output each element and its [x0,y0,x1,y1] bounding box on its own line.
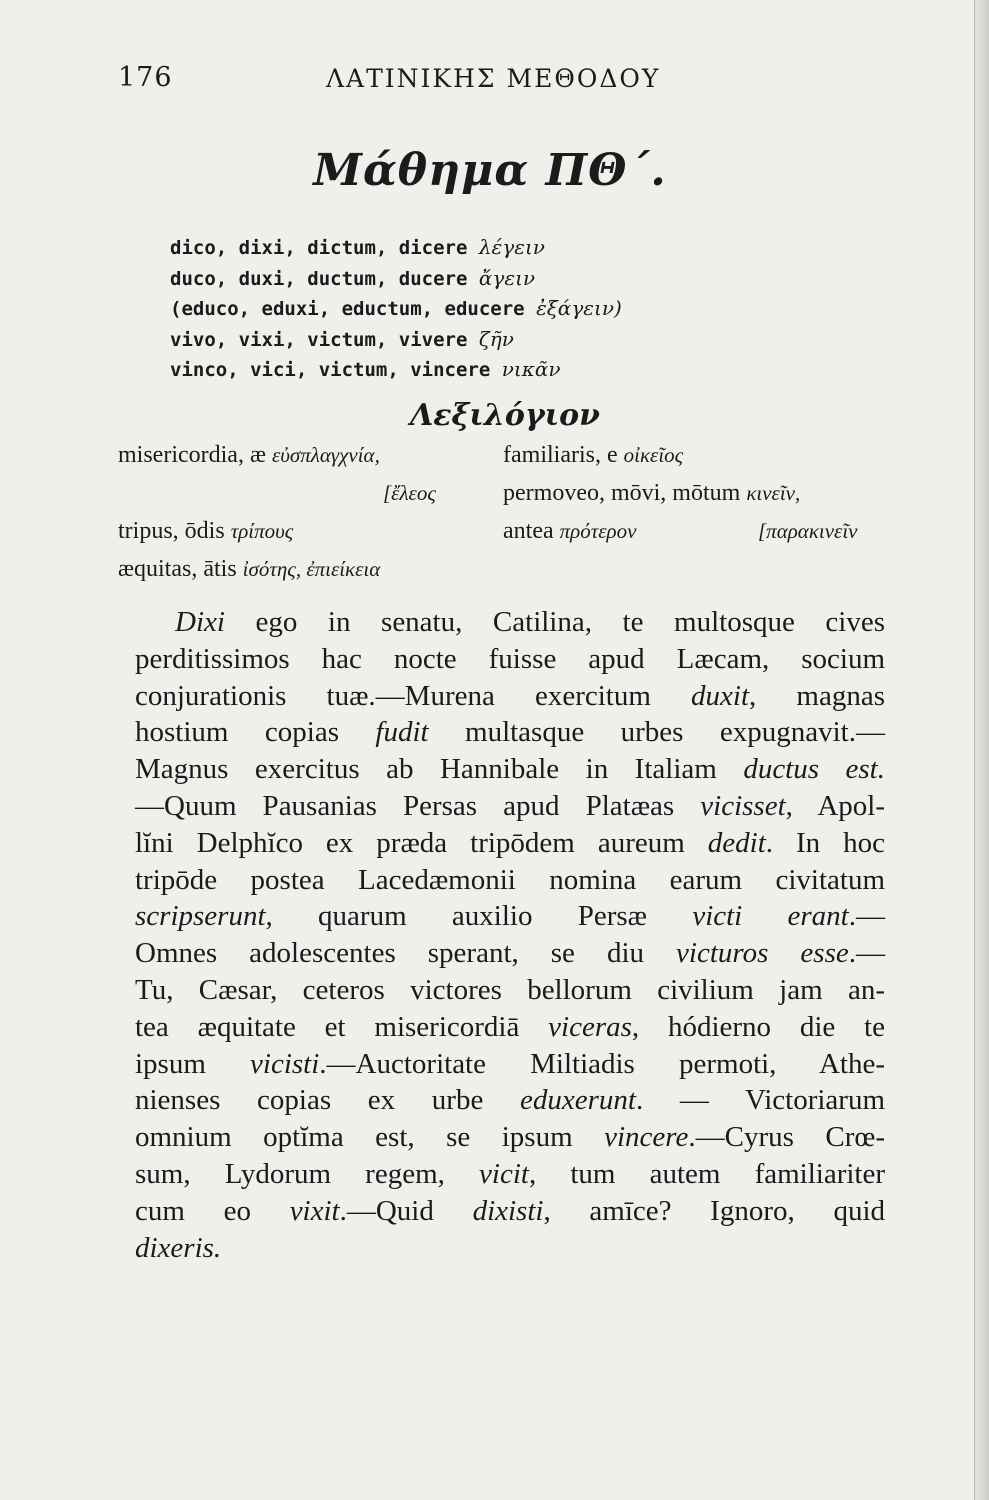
text-line [135,788,885,825]
verb-greek: ἐξάγειν) [536,296,622,320]
vocab-greek: πρότερον [559,519,637,543]
italic-verb-form: vincere [604,1121,689,1154]
vocab-latin: misericordia, æ [118,442,266,468]
text-run: .—Auctoritate Miltiadis permoti, Athe- [319,1047,885,1080]
vocab-latin: permoveo, mōvi, mōtum [503,480,741,506]
text-line [135,641,885,678]
italic-verb-form: vicit [479,1157,529,1190]
vocab-entry [118,442,380,469]
vocab-greek: [ἔλεος [383,481,436,505]
verb-line [170,263,810,294]
text-run: —Quum Pausanias Persas apud Platæas [135,789,701,822]
italic-verb-form: ductus est. [743,753,885,786]
lesson-title: Μάθημα ΠΘ΄. [313,145,667,196]
text-line [135,862,885,899]
text-run: , amīce? Ignoro, quid [543,1194,885,1227]
italic-verb-form: vicisset [700,789,786,822]
vocab-latin: familiaris, e [503,442,618,468]
verb-latin: vinco, vici, victum, vincere [170,359,491,381]
text-run: , hódierno die te [631,1010,885,1043]
verb-greek: λέγειν [478,235,545,259]
italic-verb-form: duxit [691,679,750,712]
vocab-entry [758,518,857,545]
text-line [135,1082,885,1119]
vocab-greek: τρίπους [230,519,294,543]
italic-verb-form: scripserunt [135,900,266,933]
verb-latin: dico, dixi, dictum, dicere [170,237,468,259]
text-run: .—Quid [339,1194,473,1227]
exercise-text [135,604,885,1266]
text-run: hostium copias [135,716,376,749]
text-line [135,751,885,788]
text-run: omnium optĭma est, se ipsum [135,1121,605,1154]
text-run: lĭni Delphĭco ex præda tripōdem aureum [135,826,708,859]
text-run: , Apol- [785,789,885,822]
italic-verb-form: vicisti [250,1047,320,1080]
text-run: tea æquitate et misericordiā [135,1010,549,1043]
text-line [135,604,885,641]
vocab-greek: ἰσότης, ἐπιείκεια [242,557,381,581]
page-edge [974,0,989,1500]
running-header [118,62,878,102]
italic-verb-form: vixit [289,1194,340,1227]
text-run: multasque urbes expugnavit.— [428,716,885,749]
text-run: nienses copias ex urbe [135,1084,520,1117]
text-run: .—Cyrus Crœ- [688,1121,885,1154]
vocab-latin: antea [503,518,554,544]
text-run: ego in senatu, Catilina, te multosque cives [224,606,885,638]
running-head: ΛΑΤΙΝΙΚΗΣ ΜΕΘΟΔΟΥ [326,64,661,93]
italic-verb-form: victuros esse [676,937,849,970]
text-line [135,1230,885,1267]
vocab-entry [503,518,636,545]
italic-verb-form: eduxerunt [520,1084,636,1117]
text-line [135,898,885,935]
text-run: ipsum [135,1047,251,1080]
text-line [135,935,885,972]
vocab-latin: tripus, ōdis [118,518,225,544]
text-line [135,1119,885,1156]
text-run: .— [848,937,885,970]
verb-greek: νικᾶν [501,357,561,381]
italic-verb-form: Dixi [175,606,225,638]
vocab-entry [118,556,380,583]
vocab-greek: [παρακινεῖν [758,519,858,543]
text-run: Omnes adolescentes sperant, se diu [135,937,677,970]
text-line [135,1156,885,1193]
text-line [135,825,885,862]
verb-latin: (educo, eduxi, eductum, educere [170,298,525,320]
vocab-greek: κινεῖν, [746,481,801,505]
text-run: . — Victoriarum [635,1084,885,1117]
vocab-latin: æquitas, ātis [118,556,237,582]
vocabulary-heading: Λεξιλόγιον [410,398,600,433]
text-run: , magnas [749,679,885,712]
verb-line [170,354,810,385]
text-run: , quarum auxilio Persæ [265,900,693,933]
vocabulary-list [118,442,918,587]
italic-verb-form: victi erant [692,900,849,933]
text-run: . In hoc [765,826,886,859]
text-run: .— [848,900,885,933]
vocab-greek: οἰκεῖος [623,443,684,467]
text-line [135,1046,885,1083]
verb-latin: vivo, vixi, victum, vivere [170,328,468,351]
verb-line [170,232,810,263]
vocab-greek: εὐσπλαγχνία, [271,443,380,467]
text-run: tripōde postea Lacedæmonii nomina earum civitatum [135,863,885,896]
vocab-entry [503,442,683,469]
italic-verb-form: dixeris. [135,1231,222,1264]
text-run: sum, Lydorum regem, [135,1157,480,1190]
page-number: 176 [118,62,173,93]
text-run: Tu, Cæsar, ceteros victores bellorum civilium jam an- [135,973,885,1006]
text-line [135,1193,885,1230]
text-line [135,714,885,751]
italic-verb-form: dixisti [472,1194,544,1227]
verb-list [170,232,810,385]
vocab-entry [118,518,293,545]
verb-greek: ἄγειν [478,265,536,290]
vocab-entry [503,480,800,507]
verb-line [170,324,810,355]
verb-greek: ζῆν [478,326,514,351]
text-run: conjurationis tuæ.—Murena exercitum [135,679,692,712]
italic-verb-form: dedit [707,826,766,859]
verb-line [170,293,810,324]
text-line [135,972,885,1009]
text-line [135,1009,885,1046]
text-run: cum eo [135,1194,290,1227]
text-run: perditissimos hac nocte fuisse apud Læcam, socium [135,642,885,675]
verb-latin: duco, duxi, ductum, ducere [170,267,468,290]
italic-verb-form: viceras [548,1010,632,1043]
italic-verb-form: fudit [375,716,429,749]
vocab-entry [383,480,436,507]
text-run: Magnus exercitus ab Hannibale in Italiam [135,753,744,786]
text-line [135,678,885,715]
text-run: , tum autem familiariter [528,1157,885,1190]
